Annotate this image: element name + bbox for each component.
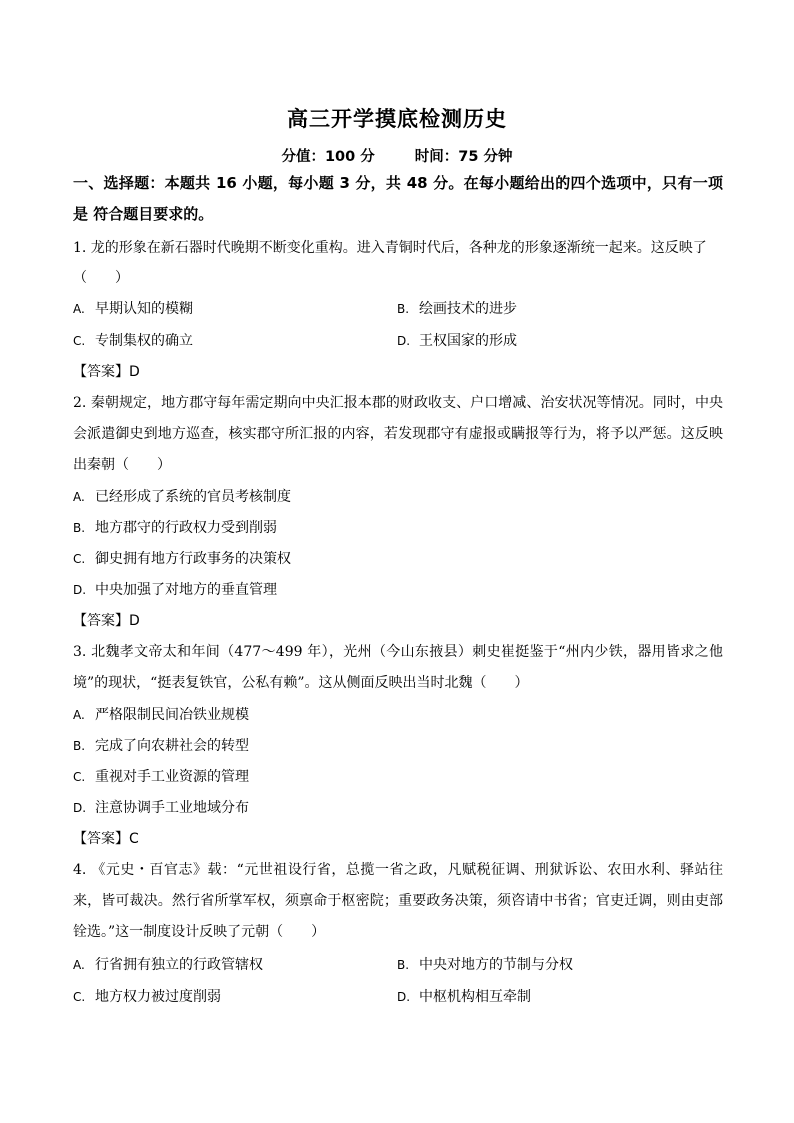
question-1-option-c: C. 专制集权的确立: [73, 333, 193, 349]
question-4-option-b: B. 中央对地方的节制与分权: [397, 957, 573, 973]
question-3-option-a: A. 严格限制民间冶铁业规模: [73, 707, 249, 723]
question-3-answer: 【答案】C: [73, 831, 139, 847]
question-3-option-b: B. 完成了向农耕社会的转型: [73, 738, 249, 754]
exam-meta: [0, 145, 794, 166]
question-1-option-d: D. 王权国家的形成: [397, 333, 517, 349]
question-1-paren: （ ）: [73, 270, 129, 286]
question-2-option-d: D. 中央加强了对地方的垂直管理: [73, 582, 277, 598]
question-4-stem: 4. 《元史・百官志》载：“元世祖设行省，总揽一省之政，凡赋税征调、刑狱诉讼、农田水利、驿站往来，皆可裁决。然行省所掌军权，须禀命于枢密院；重要政务决策，须咨请中书省；官吏迁调，则由吏部铨选。”这一制度设计反映了元朝（ ）: [73, 862, 723, 940]
score-label: 分值：100 分: [281, 149, 375, 165]
time-label: 时间：75 分钟: [414, 149, 513, 165]
section-heading: 一、选择题：本题共 16 小题，每小题 3 分，共 48 分。在每小题给出的四个选项中，只有一项是 符合题目要求的。: [73, 174, 723, 223]
question-4-option-d: D. 中枢机构相互牵制: [397, 989, 531, 1005]
question-4-option-a: A. 行省拥有独立的行政管辖权: [73, 957, 263, 973]
page-title: 高三开学摸底检测历史: [287, 107, 507, 131]
question-1-answer: 【答案】D: [73, 364, 140, 380]
question-2-answer: 【答案】D: [73, 613, 140, 629]
question-1-option-b: B. 绘画技术的进步: [397, 301, 517, 317]
question-3-option-d: D. 注意协调手工业地域分布: [73, 800, 249, 816]
question-1-stem: 1. 龙的形象在新石器时代晚期不断变化重构。进入青铜时代后，各种龙的形象逐渐统一起来。这反映了: [73, 240, 707, 256]
question-3-option-c: C. 重视对手工业资源的管理: [73, 769, 249, 785]
question-3-stem: 3. 北魏孝文帝太和年间（477～499 年），光州（今山东掖县）刺史崔挺鉴于“州内少铁，器用皆求之他境”的现状，“挺表复铁官，公私有赖”。这从侧面反映出当时北魏（ ）: [73, 644, 723, 691]
question-2-stem: 2. 秦朝规定，地方郡守每年需定期向中央汇报本郡的财政收支、户口增减、治安状况等情况。同时，中央会派遣御史到地方巡查，核实郡守所汇报的内容，若发现郡守有虚报或瞒报等行为，将予以严惩。这反映出秦朝（ ）: [73, 395, 723, 473]
question-1-option-a: A. 早期认知的模糊: [73, 301, 193, 317]
question-2-option-c: C. 御史拥有地方行政事务的决策权: [73, 551, 291, 567]
question-2-option-a: A. 已经形成了系统的官员考核制度: [73, 489, 291, 505]
question-4-option-c: C. 地方权力被过度削弱: [73, 989, 221, 1005]
question-2-option-b: B. 地方郡守的行政权力受到削弱: [73, 520, 277, 536]
